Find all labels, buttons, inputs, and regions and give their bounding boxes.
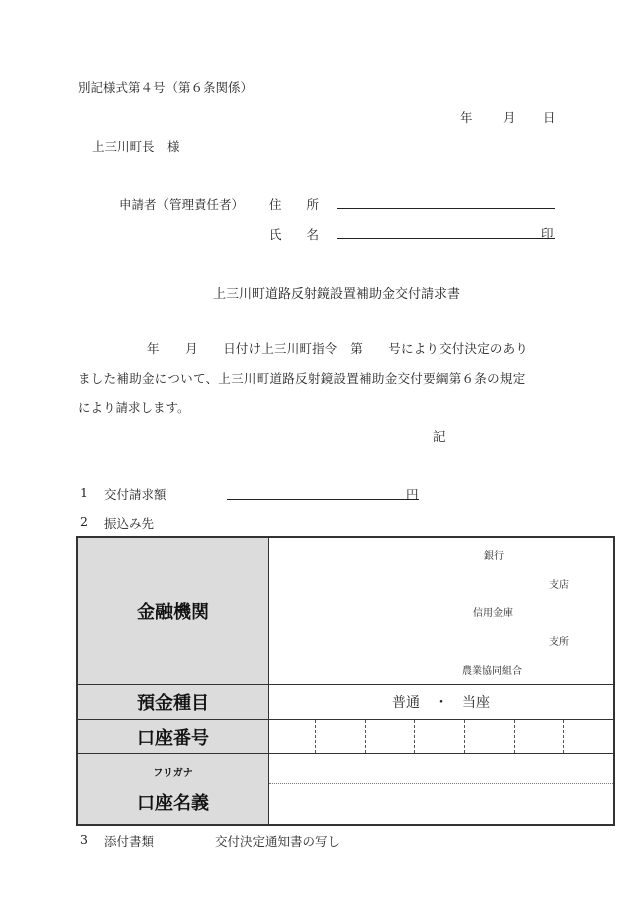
account-number-label: 口座番号	[77, 720, 269, 754]
digit-box[interactable]	[563, 720, 613, 753]
body-line-2: ました補助金について、上三川町道路反射鏡設置補助金交付要綱第６条の規定	[78, 371, 526, 386]
furigana-field[interactable]	[269, 755, 613, 784]
deposit-type-value[interactable]: 普通 ・ 当座	[269, 685, 615, 720]
date-year: 年	[460, 110, 473, 125]
amount-field-line[interactable]	[227, 499, 419, 500]
applicant-label: 申請者（管理責任者）	[119, 197, 245, 212]
address-label: 住 所	[269, 197, 320, 212]
account-number-cell[interactable]	[269, 720, 615, 754]
suffix-bank: 銀行	[484, 551, 504, 562]
name-label: 氏 名	[269, 227, 320, 242]
body-line-3: により請求します。	[78, 400, 190, 415]
account-name-field[interactable]	[269, 784, 613, 824]
yen-unit: 円	[406, 487, 419, 502]
date-month: 月	[503, 110, 516, 125]
address-field-line[interactable]	[337, 208, 555, 209]
item3-number: 3	[80, 832, 88, 847]
addressee: 上三川町長 様	[92, 139, 180, 154]
institution-label: 金融機関	[77, 537, 269, 685]
furigana-label: フリガナ	[153, 767, 193, 779]
form-label: 別記様式第４号（第６条関係）	[78, 80, 254, 95]
account-name-cell[interactable]	[269, 754, 615, 826]
suffix-office: 支所	[549, 637, 569, 648]
item1-number: 1	[80, 485, 88, 500]
bank-transfer-table	[76, 536, 615, 826]
suffix-ja: 農業協同組合	[462, 666, 522, 677]
body-line-1: 年 月 日付け上三川町指令 第 号により交付決定のあり	[147, 341, 529, 356]
item1-label: 交付請求額	[104, 487, 167, 502]
deposit-type-label: 預金種目	[77, 685, 269, 720]
date-day: 日	[543, 110, 556, 125]
seal-mark: 印	[541, 226, 554, 241]
document-title: 上三川町道路反射鏡設置補助金交付請求書	[213, 287, 461, 302]
item3-value: 交付決定通知書の写し	[215, 834, 341, 849]
digit-box[interactable]	[365, 720, 415, 753]
institution-cell[interactable]	[269, 537, 615, 685]
suffix-branch: 支店	[549, 580, 569, 591]
suffix-shinkin: 信用金庫	[473, 608, 513, 619]
digit-box[interactable]	[514, 720, 564, 753]
digit-box[interactable]	[269, 720, 315, 753]
item3-label: 添付書類	[104, 834, 155, 849]
account-name-label-cell	[77, 754, 269, 826]
name-field-line[interactable]	[337, 238, 555, 239]
item2-label: 振込み先	[104, 516, 155, 531]
digit-box[interactable]	[464, 720, 514, 753]
digit-box[interactable]	[414, 720, 464, 753]
digit-box[interactable]	[315, 720, 365, 753]
ki-heading: 記	[433, 429, 446, 444]
account-name-label: 口座名義	[137, 792, 209, 814]
item2-number: 2	[80, 514, 88, 529]
